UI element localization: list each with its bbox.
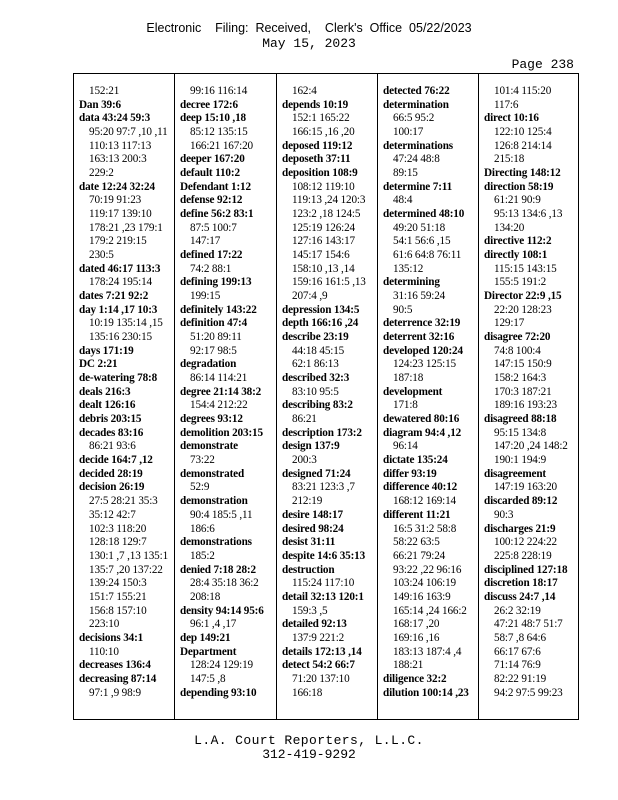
index-headword-line: determinations	[383, 139, 453, 152]
reporter-name: L.A. Court Reporters, L.L.C.	[194, 733, 424, 748]
index-continuation-line: 73:22	[190, 454, 215, 467]
index-headword-line: degrees 93:12	[180, 413, 243, 426]
index-continuation-line: 147:19 163:20	[494, 481, 558, 494]
index-continuation-line: 90:5	[393, 303, 413, 316]
index-continuation-line: 66:21 79:24	[393, 549, 446, 562]
index-continuation-line: 230:5	[89, 249, 114, 262]
index-continuation-line: 178:24 195:14	[89, 276, 153, 289]
index-headword-line: determine 7:11	[383, 180, 453, 193]
column-divider	[276, 74, 277, 719]
index-headword-line: Director 22:9 ,15	[484, 290, 562, 303]
index-continuation-line: 62:1 86:13	[292, 358, 339, 371]
index-continuation-line: 139:24 150:3	[89, 577, 147, 590]
index-continuation-line: 86:21 93:6	[89, 440, 136, 453]
index-continuation-line: 171:8	[393, 399, 418, 412]
index-continuation-line: 155:5 191:2	[494, 276, 547, 289]
index-headword-line: definition 47:4	[180, 317, 248, 330]
index-continuation-line: 115:15 143:15	[494, 262, 557, 275]
index-continuation-line: 212:19	[292, 495, 323, 508]
index-headword-line: deals 216:3	[79, 385, 131, 398]
index-continuation-line: 154:4 212:22	[190, 399, 248, 412]
index-headword-line: detected 76:22	[383, 85, 450, 97]
index-continuation-line: 44:18 45:15	[292, 344, 345, 357]
index-continuation-line: 94:2 97:5 99:23	[494, 686, 563, 699]
index-continuation-line: 215:18	[494, 153, 525, 166]
index-continuation-line: 48:4	[393, 194, 413, 207]
index-continuation-line: 223:10	[89, 618, 120, 631]
index-continuation-line: 162:4	[292, 85, 317, 97]
index-headword-line: dated 46:17 113:3	[79, 262, 161, 275]
index-continuation-line: 47:24 48:8	[393, 153, 440, 166]
index-headword-line: diligence 32:2	[383, 672, 447, 685]
index-continuation-line: 147:20 ,24 148:2	[494, 440, 568, 453]
index-continuation-line: 147:5 ,8	[190, 672, 226, 685]
index-headword-line: determined 48:10	[383, 208, 465, 221]
index-continuation-line: 125:19 126:24	[292, 221, 356, 234]
index-continuation-line: 145:17 154:6	[292, 249, 350, 262]
index-headword-line: disagreement	[484, 467, 546, 480]
index-headword-line: decide 164:7 ,12	[79, 454, 153, 467]
index-box	[73, 73, 579, 720]
index-continuation-line: 101:4 115:20	[494, 85, 552, 97]
index-continuation-line: 147:17	[190, 235, 221, 248]
index-headword-line: discarded 89:12	[484, 495, 558, 508]
index-headword-line: destruction	[282, 563, 335, 576]
index-continuation-line: 27:5 28:21 35:3	[89, 495, 158, 508]
index-headword-line: deterrent 32:16	[383, 331, 455, 344]
index-continuation-line: 71:20 137:10	[292, 672, 350, 685]
index-continuation-line: 189:16 193:23	[494, 399, 558, 412]
index-continuation-line: 129:17	[494, 317, 525, 330]
index-headword-line: diagram 94:4 ,12	[383, 426, 462, 439]
index-continuation-line: 99:16 116:14	[190, 85, 248, 97]
index-headword-line: decided 28:19	[79, 467, 143, 480]
index-continuation-line: 156:8 157:10	[89, 604, 147, 617]
index-continuation-line: 152:1 165:22	[292, 112, 350, 125]
index-continuation-line: 151:7 155:21	[89, 590, 147, 603]
index-headword-line: desist 31:11	[282, 536, 336, 549]
index-headword-line: deposeth 37:11	[282, 153, 351, 166]
index-continuation-line: 85:12 135:15	[190, 126, 248, 139]
index-headword-line: despite 14:6 35:13	[282, 549, 366, 562]
index-continuation-line: 100:17	[393, 126, 424, 139]
index-continuation-line: 26:2 32:19	[494, 604, 541, 617]
index-continuation-line: 208:18	[190, 590, 221, 603]
column-divider	[377, 74, 378, 719]
index-column-4	[383, 85, 475, 700]
index-headword-line: Directing 148:12	[484, 167, 561, 180]
index-headword-line: direct 10:16	[484, 112, 539, 125]
index-headword-line: discharges 21:9	[484, 522, 556, 535]
index-continuation-line: 95:15 134:8	[494, 426, 547, 439]
index-continuation-line: 159:16 161:5 ,13	[292, 276, 366, 289]
index-headword-line: design 137:9	[282, 440, 340, 453]
index-continuation-line: 74:2 88:1	[190, 262, 232, 275]
index-continuation-line: 225:8 228:19	[494, 549, 552, 562]
index-headword-line: disagree 72:20	[484, 331, 551, 344]
transcript-date: May 15, 2023	[262, 36, 356, 51]
index-continuation-line: 86:21	[292, 413, 317, 426]
index-continuation-line: 93:22 ,22 96:16	[393, 563, 462, 576]
index-headword-line: definitely 143:22	[180, 303, 257, 316]
index-continuation-line: 103:24 106:19	[393, 577, 457, 590]
index-headword-line: dictate 135:24	[383, 454, 448, 467]
index-headword-line: describe 23:19	[282, 331, 349, 344]
index-headword-line: denied 7:18 28:2	[180, 563, 256, 576]
index-continuation-line: 96:14	[393, 440, 418, 453]
index-continuation-line: 71:14 76:9	[494, 659, 541, 672]
index-continuation-line: 51:20 89:11	[190, 331, 242, 344]
index-column-1	[79, 85, 171, 700]
index-continuation-line: 87:5 100:7	[190, 221, 237, 234]
index-continuation-line: 186:6	[190, 522, 215, 535]
index-headword-line: degree 21:14 38:2	[180, 385, 262, 398]
index-continuation-line: 152:21	[89, 85, 120, 97]
index-headword-line: directly 108:1	[484, 249, 548, 262]
index-continuation-line: 137:9 221:2	[292, 631, 345, 644]
index-continuation-line: 119:13 ,24 120:3	[292, 194, 366, 207]
index-headword-line: dep 149:21	[180, 631, 231, 644]
index-headword-line: disagreed 88:18	[484, 413, 557, 426]
index-continuation-line: 188:21	[393, 659, 424, 672]
index-headword-line: determining	[383, 276, 440, 289]
index-continuation-line: 47:21 48:7 51:7	[494, 618, 563, 631]
index-headword-line: dewatered 80:16	[383, 413, 460, 426]
index-headword-line: defined 17:22	[180, 249, 243, 262]
index-continuation-line: 199:15	[190, 290, 221, 303]
index-headword-line: Dan 39:6	[79, 98, 121, 111]
index-continuation-line: 35:12 42:7	[89, 508, 136, 521]
index-continuation-line: 127:16 143:17	[292, 235, 356, 248]
index-headword-line: desire 148:17	[282, 508, 343, 521]
index-headword-line: dates 7:21 92:2	[79, 290, 149, 303]
index-headword-line: depth 166:16 ,24	[282, 317, 359, 330]
index-headword-line: difference 40:12	[383, 481, 458, 494]
index-continuation-line: 168:12 169:14	[393, 495, 457, 508]
index-column-3	[282, 85, 374, 700]
index-continuation-line: 158:10 ,13 ,14	[292, 262, 355, 275]
index-continuation-line: 134:20	[494, 221, 525, 234]
index-headword-line: depends 10:19	[282, 98, 349, 111]
index-headword-line: de-watering 78:8	[79, 372, 158, 385]
index-headword-line: directive 112:2	[484, 235, 552, 248]
index-continuation-line: 95:20 97:7 ,10 ,11	[89, 126, 168, 139]
index-headword-line: demonstrate	[180, 440, 239, 453]
index-continuation-line: 207:4 ,9	[292, 290, 328, 303]
index-headword-line: decreasing 87:14	[79, 672, 157, 685]
index-continuation-line: 183:13 187:4 ,4	[393, 645, 462, 658]
index-continuation-line: 58:7 ,8 64:6	[494, 631, 546, 644]
index-continuation-line: 229:2	[89, 167, 114, 180]
index-headword-line: decision 26:19	[79, 481, 145, 494]
index-continuation-line: 166:21 167:20	[190, 139, 254, 152]
index-headword-line: deeper 167:20	[180, 153, 245, 166]
filing-stamp: Electronic Filing: Received, Clerk's Office 05/22/2023	[146, 21, 472, 35]
index-continuation-line: 135:16 230:15	[89, 331, 153, 344]
index-continuation-line: 166:15 ,16 ,20	[292, 126, 355, 139]
index-continuation-line: 128:24 129:19	[190, 659, 254, 672]
index-continuation-line: 16:5 31:2 58:8	[393, 522, 457, 535]
index-headword-line: deposition 108:9	[282, 167, 358, 180]
index-continuation-line: 159:3 ,5	[292, 604, 328, 617]
index-headword-line: day 1:14 ,17 10:3	[79, 303, 158, 316]
index-headword-line: detail 32:13 120:1	[282, 590, 364, 603]
index-headword-line: debris 203:15	[79, 413, 142, 426]
page-number: Page 238	[511, 57, 574, 72]
index-headword-line: demonstrations	[180, 536, 252, 549]
index-continuation-line: 147:15 150:9	[494, 358, 552, 371]
index-continuation-line: 61:21 90:9	[494, 194, 541, 207]
index-continuation-line: 102:3 118:20	[89, 522, 147, 535]
index-continuation-line: 28:4 35:18 36:2	[190, 577, 259, 590]
index-continuation-line: 135:7 ,20 137:22	[89, 563, 163, 576]
index-headword-line: described 32:3	[282, 372, 350, 385]
index-headword-line: desired 98:24	[282, 522, 344, 535]
index-continuation-line: 149:16 163:9	[393, 590, 451, 603]
index-headword-line: depending 93:10	[180, 686, 257, 699]
index-headword-line: decisions 34:1	[79, 631, 144, 644]
index-column-2	[180, 85, 272, 700]
index-continuation-line: 123:2 ,18 124:5	[292, 208, 361, 221]
index-continuation-line: 96:1 ,4 ,17	[190, 618, 237, 631]
index-headword-line: deposed 119:12	[282, 139, 353, 152]
index-headword-line: demonstrated	[180, 467, 245, 480]
index-headword-line: detailed 92:13	[282, 618, 347, 631]
index-continuation-line: 115:24 117:10	[292, 577, 355, 590]
index-continuation-line: 90:4 185:5 ,11	[190, 508, 253, 521]
index-headword-line: Department	[180, 645, 237, 658]
index-continuation-line: 126:8 214:14	[494, 139, 552, 152]
index-continuation-line: 178:21 ,23 179:1	[89, 221, 163, 234]
index-continuation-line: 169:16 ,16	[393, 631, 440, 644]
index-continuation-line: 163:13 200:3	[89, 153, 147, 166]
index-continuation-line: 92:17 98:5	[190, 344, 237, 357]
index-headword-line: defining 199:13	[180, 276, 252, 289]
index-continuation-line: 130:1 ,7 ,13 135:1	[89, 549, 169, 562]
index-headword-line: data 43:24 59:3	[79, 112, 151, 125]
index-continuation-line: 61:6 64:8 76:11	[393, 249, 462, 262]
index-continuation-line: 31:16 59:24	[393, 290, 446, 303]
index-headword-line: discuss 24:7 ,14	[484, 590, 556, 603]
index-headword-line: details 172:13 ,14	[282, 645, 362, 658]
index-headword-line: default 110:2	[180, 167, 240, 180]
index-headword-line: degradation	[180, 358, 237, 371]
index-continuation-line: 66:17 67:6	[494, 645, 541, 658]
index-continuation-line: 49:20 51:18	[393, 221, 446, 234]
index-headword-line: deterrence 32:19	[383, 317, 461, 330]
index-continuation-line: 190:1 194:9	[494, 454, 547, 467]
index-headword-line: description 173:2	[282, 426, 362, 439]
index-continuation-line: 110:10	[89, 645, 119, 658]
index-headword-line: dealt 126:16	[79, 399, 136, 412]
index-headword-line: developed 120:24	[383, 344, 463, 357]
index-headword-line: designed 71:24	[282, 467, 351, 480]
reporter-phone: 312-419-9292	[262, 747, 356, 762]
index-headword-line: depression 134:5	[282, 303, 360, 316]
index-headword-line: demolition 203:15	[180, 426, 263, 439]
index-continuation-line: 170:3 187:21	[494, 385, 552, 398]
index-headword-line: development	[383, 385, 443, 398]
index-continuation-line: 54:1 56:6 ,15	[393, 235, 451, 248]
index-continuation-line: 168:17 ,20	[393, 618, 440, 631]
index-continuation-line: 95:13 134:6 ,13	[494, 208, 563, 221]
index-headword-line: decreases 136:4	[79, 659, 151, 672]
index-headword-line: determination	[383, 98, 449, 111]
index-continuation-line: 86:14 114:21	[190, 372, 248, 385]
column-divider	[174, 74, 175, 719]
index-headword-line: differ 93:19	[383, 467, 437, 480]
index-headword-line: DC 2:21	[79, 358, 118, 371]
index-continuation-line: 74:8 100:4	[494, 344, 541, 357]
index-headword-line: different 11:21	[383, 508, 451, 521]
index-headword-line: direction 58:19	[484, 180, 554, 193]
index-continuation-line: 90:3	[494, 508, 514, 521]
index-continuation-line: 166:18	[292, 686, 323, 699]
index-continuation-line: 66:5 95:2	[393, 112, 435, 125]
index-continuation-line: 185:2	[190, 549, 215, 562]
index-continuation-line: 165:14 ,24 166:2	[393, 604, 467, 617]
index-headword-line: defense 92:12	[180, 194, 243, 207]
index-continuation-line: 97:1 ,9 98:9	[89, 686, 141, 699]
index-continuation-line: 117:6	[494, 98, 519, 111]
index-continuation-line: 10:19 135:14 ,15	[89, 317, 163, 330]
index-continuation-line: 89:15	[393, 167, 418, 180]
index-continuation-line: 108:12 119:10	[292, 180, 355, 193]
index-continuation-line: 110:13 117:13	[89, 139, 152, 152]
index-headword-line: demonstration	[180, 495, 248, 508]
index-headword-line: disciplined 127:18	[484, 563, 568, 576]
index-continuation-line: 122:10 125:4	[494, 126, 552, 139]
index-continuation-line: 158:2 164:3	[494, 372, 547, 385]
index-column-5	[484, 85, 576, 700]
index-continuation-line: 128:18 129:7	[89, 536, 147, 549]
index-continuation-line: 200:3	[292, 454, 317, 467]
index-continuation-line: 179:2 219:15	[89, 235, 147, 248]
index-continuation-line: 70:19 91:23	[89, 194, 142, 207]
index-headword-line: describing 83:2	[282, 399, 353, 412]
index-continuation-line: 124:23 125:15	[393, 358, 457, 371]
index-headword-line: dilution 100:14 ,23	[383, 686, 469, 699]
index-headword-line: discretion 18:17	[484, 577, 558, 590]
index-headword-line: define 56:2 83:1	[180, 208, 254, 221]
index-continuation-line: 100:12 224:22	[494, 536, 558, 549]
column-divider	[478, 74, 479, 719]
index-headword-line: deep 15:10 ,18	[180, 112, 246, 125]
index-continuation-line: 52:9	[190, 481, 210, 494]
index-headword-line: detect 54:2 66:7	[282, 659, 355, 672]
index-headword-line: Defendant 1:12	[180, 180, 251, 193]
index-continuation-line: 22:20 128:23	[494, 303, 552, 316]
index-headword-line: decree 172:6	[180, 98, 238, 111]
index-continuation-line: 83:10 95:5	[292, 385, 339, 398]
index-continuation-line: 83:21 123:3 ,7	[292, 481, 355, 494]
index-continuation-line: 82:22 91:19	[494, 672, 547, 685]
index-headword-line: date 12:24 32:24	[79, 180, 155, 193]
index-headword-line: days 171:19	[79, 344, 134, 357]
index-continuation-line: 119:17 139:10	[89, 208, 152, 221]
index-headword-line: density 94:14 95:6	[180, 604, 264, 617]
index-continuation-line: 187:18	[393, 372, 424, 385]
index-continuation-line: 58:22 63:5	[393, 536, 440, 549]
index-continuation-line: 135:12	[393, 262, 424, 275]
index-headword-line: decades 83:16	[79, 426, 144, 439]
